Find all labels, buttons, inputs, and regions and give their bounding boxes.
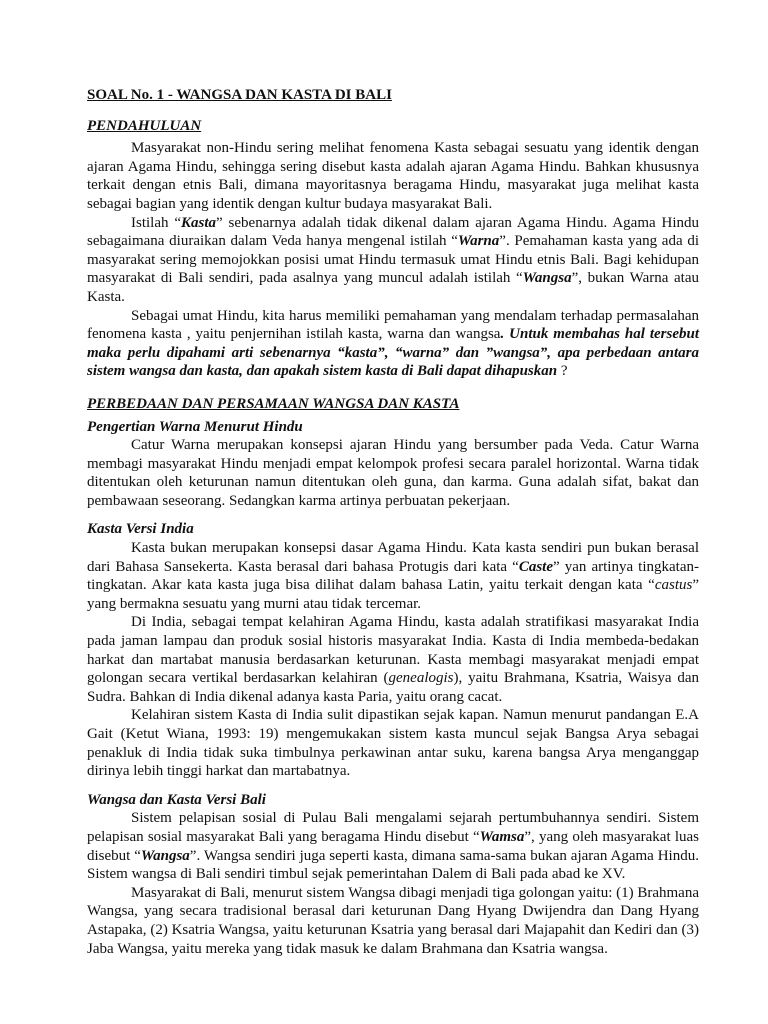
subheading-kasta-india: Kasta Versi India: [87, 521, 194, 538]
paragraph: Masyarakat non-Hindu sering melihat fenomena Kasta sebagai sesuatu yang identik dengan ajaran Agama Hindu, sehingga sering disebut kasta adalah ajaran Agama Hindu. Bahkan khususnya terkait dengan etnis Bali, dimana mayoritasnya beragama Hindu, masyarakat juga melihat kasta sebagai bagian yang identik dengan kultur budaya masyarakat Bali.: [87, 140, 699, 212]
document-title: SOAL No. 1 - WANGSA DAN KASTA DI BALI: [87, 87, 392, 103]
subheading-warna: Pengertian Warna Menurut Hindu: [87, 418, 303, 435]
subheading-wangsa-bali: Wangsa dan Kasta Versi Bali: [87, 791, 266, 808]
paragraph: Kasta bukan merupakan konsepsi dasar Agama Hindu. Kata kasta sendiri pun bukan berasal dari Bahasa Sansekerta. Kasta berasal dari bahasa Protugis dari kata “Caste” yan artinya tingkatan-tingkatan. Akar kata kasta juga bisa dilihat dalam bahasa Latin, yaitu terkait dengan kata “castus” yang bermakna sesuatu yang murni atau tidak tercemar.: [87, 540, 699, 612]
section-heading-perbedaan: PERBEDAAN DAN PERSAMAAN WANGSA DAN KASTA: [87, 395, 460, 412]
paragraph: Kelahiran sistem Kasta di India sulit dipastikan sejak kapan. Namun menurut pandangan E.A Gait (Ketut Wiana, 1993: 19) mengemukakan sistem kasta muncul sejak Bangsa Arya sebagai penakluk di India tidak suka timbulnya perkawinan antar suku, karena bangsa Arya menganggap dirinya lebih tinggi harkat dan martabatnya.: [87, 707, 699, 780]
section-heading-pendahuluan: PENDAHULUAN: [87, 117, 202, 134]
paragraph: Sebagai umat Hindu, kita harus memiliki pemahaman yang mendalam terhadap permasalahan fenomena kasta , yaitu penjernihan istilah kasta, warna dan wangsa. Untuk membahas hal tersebut maka perlu dipahami arti sebenarnya “kasta”, “warna” dan ”wangsa”, apa perbedaan antara sistem wangsa dan kasta, dan apakah sistem kasta di Bali dapat dihapuskan ?: [87, 307, 699, 380]
paragraph: Sistem pelapisan sosial di Pulau Bali mengalami sejarah pertumbuhannya sendiri. Sistem pelapisan sosial masyarakat Bali yang beragama Hindu disebut “Wamsa”, yang oleh masyarakat luas disebut “Wangsa”. Wangsa sendiri juga seperti kasta, dimana sama-sama bukan ajaran Agama Hindu. Sistem wangsa di Bali sendiri timbul sejak pemerintahan Dalem di Bali pada abad ke XV.: [87, 810, 699, 883]
paragraph: Catur Warna merupakan konsepsi ajaran Hindu yang bersumber pada Veda. Catur Warna membagi masyarakat Hindu menjadi empat kelompok profesi secara paralel horizontal. Warna tidak ditentukan oleh keturunan namun ditentukan oleh guna, dan karma. Guna adalah sifat, bakat dan pembawaan seseorang. Sedangkan karma artinya perbuatan pekerjaan.: [87, 437, 699, 509]
paragraph: Istilah “Kasta” sebenarnya adalah tidak dikenal dalam ajaran Agama Hindu. Agama Hindu sebagaimana diuraikan dalam Veda hanya mengenal istilah “Warna”. Pemahaman kasta yang ada di masyarakat sering memojokkan posisi umat Hindu termasuk umat Hindu etnis Bali. Bagi kehidupan masyarakat di Bali sendiri, pada asalnya yang muncul adalah istilah “Wangsa”, bukan Warna atau Kasta.: [87, 214, 699, 305]
document-body: [87, 86, 699, 958]
paragraph: Masyarakat di Bali, menurut sistem Wangsa dibagi menjadi tiga golongan yaitu: (1) Brahmana Wangsa, yang secara tradisional berasal dari keturunan Dang Hyang Dwijendra dan Dang Hyang Astapaka, (2) Ksatria Wangsa, yaitu keturunan Ksatria yang berasal dari Majapahit dan Kediri dan (3) Jaba Wangsa, yaitu mereka yang tidak masuk ke dalam Brahmana dan Ksatria wangsa.: [87, 884, 699, 957]
paragraph: Di India, sebagai tempat kelahiran Agama Hindu, kasta adalah stratifikasi masyarakat India pada jaman lampau dan produk sosial historis masyarakat India. Kasta di India membeda-bedakan harkat dan martabat manusia berdasarkan keturunan. Kasta membagi masyarakat menjadi empat golongan secara vertikal berdasarkan kelahiran (genealogis), yaitu Brahmana, Ksatria, Waisya dan Sudra. Bahkan di India dikenal adanya kasta Paria, yaitu orang cacat.: [87, 614, 699, 705]
